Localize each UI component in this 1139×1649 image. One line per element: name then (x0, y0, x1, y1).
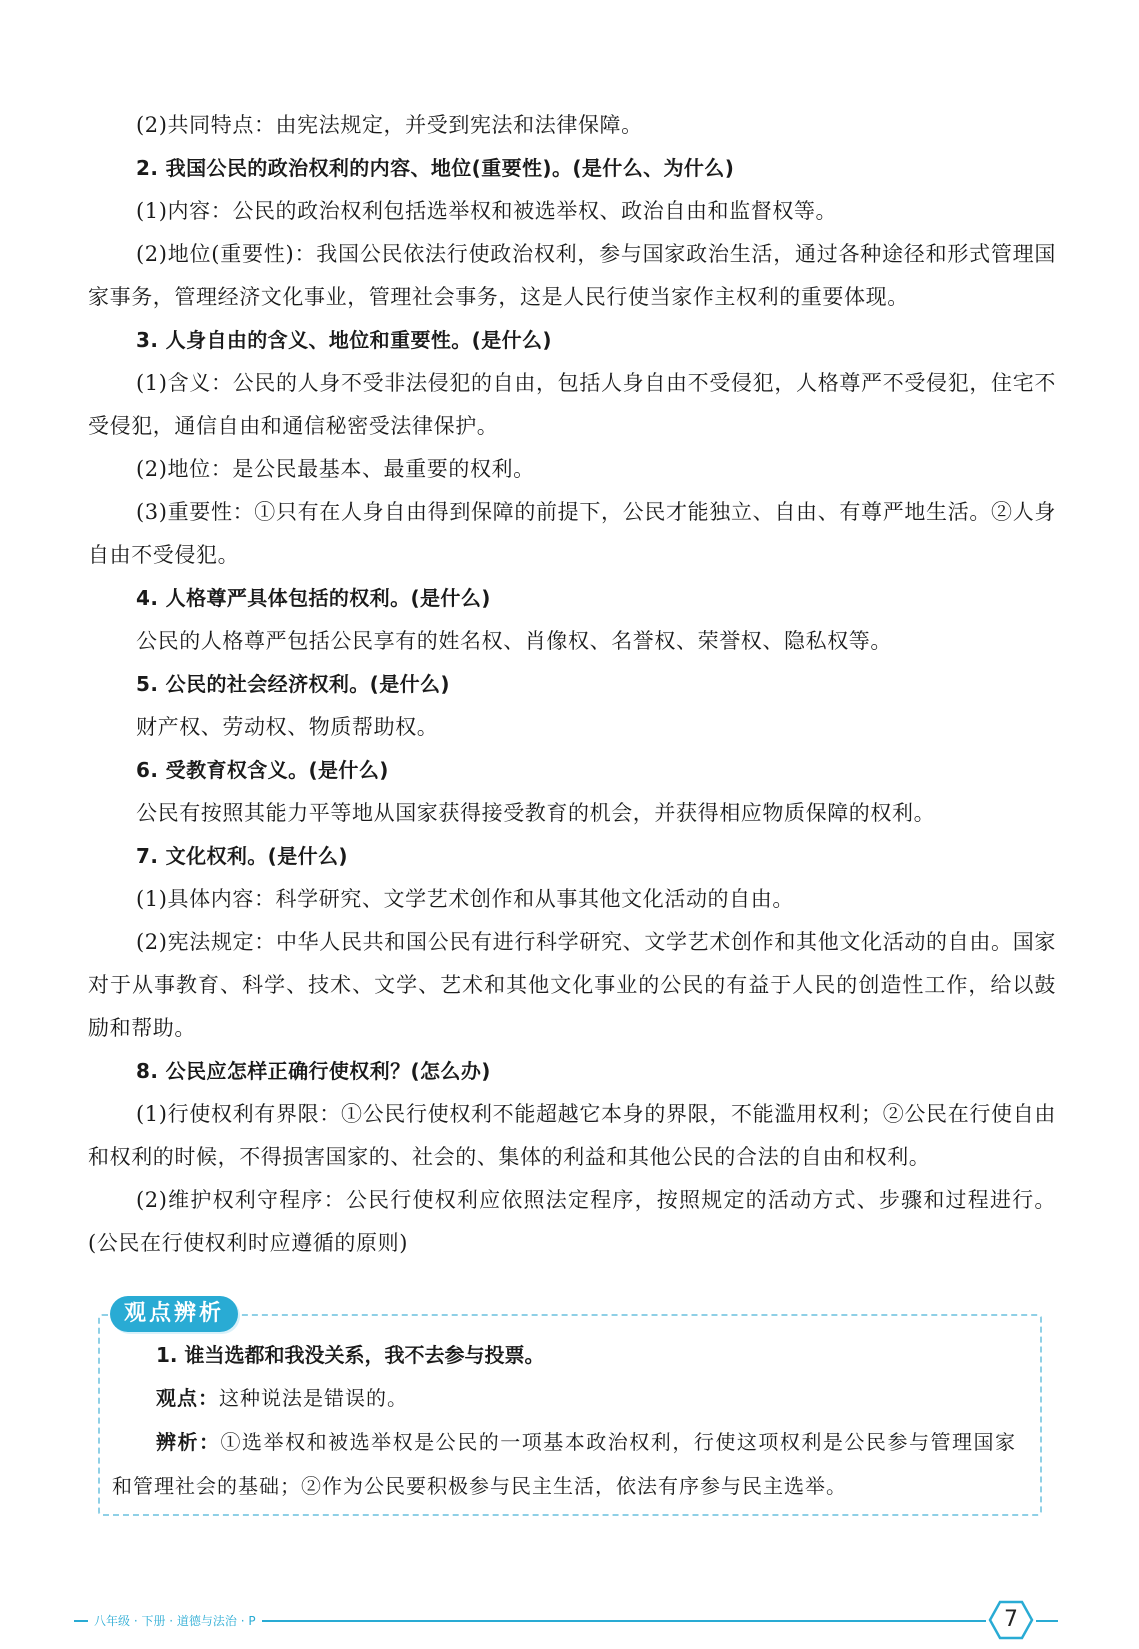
paragraph: (1)行使权利有界限：①公民行使权利不能超越它本身的界限，不能滥用权利；②公民在行使自由和权利的时候，不得损害国家的、社会的、集体的利益和其他公民的合法的自由和权利。 (88, 1102, 1056, 1169)
viewpoint-question: 1. 谁当选都和我没关系，我不去参与投票。 (156, 1343, 545, 1367)
viewpoint-box (98, 1296, 1042, 1516)
section-heading: 6. 受教育权含义。(是什么) (136, 758, 389, 782)
page-footer (0, 1600, 1139, 1640)
viewpoint-view (112, 1376, 1016, 1420)
paragraph: (1)含义：公民的人身不受非法侵犯的自由，包括人身自由不受侵犯，人格尊严不受侵犯，住宅不受侵犯，通信自由和通信秘密受法律保护。 (88, 371, 1056, 438)
viewpoint-analysis (112, 1420, 1016, 1508)
paragraph: 公民有按照其能力平等地从国家获得接受教育的机会，并获得相应物质保障的权利。 (136, 801, 936, 825)
paragraph: (2)共同特点：由宪法规定，并受到宪法和法律保障。 (136, 113, 643, 137)
section-heading: 8. 公民应怎样正确行使权利？(怎么办) (136, 1059, 491, 1083)
section-heading: 3. 人身自由的含义、地位和重要性。(是什么) (136, 328, 552, 352)
paragraph: (2)宪法规定：中华人民共和国公民有进行科学研究、文学艺术创作和其他文化活动的自由。国家对于从事教育、科学、技术、文学、艺术和其他文化事业的公民的有益于人民的创造性工作，给以鼓励和帮助。 (88, 930, 1056, 1040)
paragraph: 财产权、劳动权、物质帮助权。 (136, 715, 439, 739)
footer-rule-right (1036, 1620, 1058, 1622)
paragraph: (2)地位：是公民最基本、最重要的权利。 (136, 457, 535, 481)
page-number: 7 (1004, 1607, 1018, 1632)
section-heading: 7. 文化权利。(是什么) (136, 844, 348, 868)
section-heading: 5. 公民的社会经济权利。(是什么) (136, 672, 450, 696)
viewpoint-tag: 观点辨析 (110, 1296, 238, 1332)
view-label: 观点： (156, 1386, 219, 1410)
viewpoint-body (112, 1334, 1016, 1508)
section-heading: 4. 人格尊严具体包括的权利。(是什么) (136, 586, 491, 610)
paragraph: (2)维护权利守程序：公民行使权利应依照法定程序，按照规定的活动方式、步骤和过程进行。(公民在行使权利时应遵循的原则) (88, 1188, 1056, 1255)
section-heading: 2. 我国公民的政治权利的内容、地位(重要性)。(是什么、为什么) (136, 156, 735, 180)
main-text (88, 104, 1056, 1265)
paragraph: (1)具体内容：科学研究、文学艺术创作和从事其他文化活动的自由。 (136, 887, 794, 911)
page-number-badge (988, 1600, 1034, 1640)
analysis-text: ①选举权和被选举权是公民的一项基本政治权利，行使这项权利是公民参与管理国家和管理社会的基础；②作为公民要积极参与民主生活，依法有序参与民主选举。 (112, 1430, 1017, 1498)
view-text: 这种说法是错误的。 (219, 1386, 408, 1410)
analysis-label: 辨析： (156, 1430, 221, 1454)
paragraph: (1)内容：公民的政治权利包括选举权和被选举权、政治自由和监督权等。 (136, 199, 838, 223)
paragraph: (2)地位(重要性)：我国公民依法行使政治权利，参与国家政治生活，通过各种途径和形式管理国家事务，管理经济文化事业，管理社会事务，这是人民行使当家作主权利的重要体现。 (88, 242, 1056, 309)
footer-book-label: 八年级 · 下册 · 道德与法治 · P (88, 1610, 262, 1632)
paragraph: (3)重要性：①只有在人身自由得到保障的前提下，公民才能独立、自由、有尊严地生活。②人身自由不受侵犯。 (88, 500, 1056, 567)
paragraph: 公民的人格尊严包括公民享有的姓名权、肖像权、名誉权、荣誉权、隐私权等。 (136, 629, 892, 653)
